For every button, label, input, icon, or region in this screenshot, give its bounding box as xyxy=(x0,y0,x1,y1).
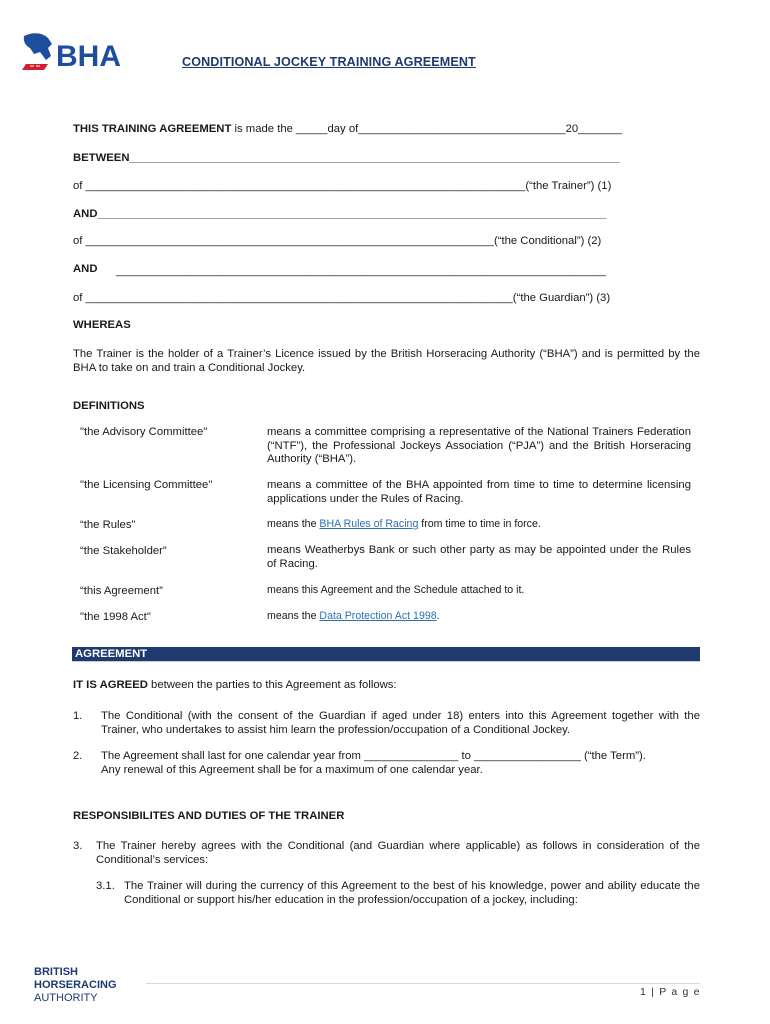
horse-head-icon xyxy=(24,33,52,60)
logo-text: BHA xyxy=(56,40,121,73)
definition-meaning: means a committee comprising a representative of the National Trainers Federation (“NTF”), the Professional Jockeys Association (“PJA”) and the British Horseracing Authority (“BHA”). xyxy=(267,426,691,466)
agreement-date-line xyxy=(73,123,622,135)
footer-divider xyxy=(146,983,700,984)
svg-text:AUTHORITY: AUTHORITY xyxy=(34,992,98,1004)
conditional-line: of _________________________________________________________________(“the Conditional”) (2) xyxy=(73,235,602,247)
clause-number: 3.1. xyxy=(96,880,115,892)
svg-text:HORSERACING: HORSERACING xyxy=(34,979,117,991)
clause-number: 3. xyxy=(73,840,83,852)
agreement-name: THIS TRAINING AGREEMENT xyxy=(73,123,232,135)
clause-number: 1. xyxy=(73,710,83,722)
definitions-heading: DEFINITIONS xyxy=(73,400,145,412)
document-title: CONDITIONAL JOCKEY TRAINING AGREEMENT xyxy=(182,55,476,69)
page-number xyxy=(640,986,701,998)
trainer-line: of ______________________________________________________________________(“the Trainer”) (1) xyxy=(73,180,612,192)
british-horseracing-authority-logo xyxy=(34,964,134,1004)
definition-text: means the xyxy=(267,610,320,622)
definition-meaning xyxy=(267,610,440,622)
clause-2-line-2: Any renewal of this Agreement shall be for a maximum of one calendar year. xyxy=(101,764,483,776)
whereas-text: The Trainer is the holder of a Trainer’s Licence issued by the British Horseracing Authority (“BHA”) and is permitted by the BHA to take on and train a Conditional Jockey. xyxy=(73,348,700,374)
and-label-2: AND xyxy=(73,263,98,275)
bha-rules-link[interactable]: BHA Rules of Racing xyxy=(319,518,419,530)
it-is-agreed: IT IS AGREED xyxy=(73,679,148,691)
and-line-1: AND_________________________________________________________________________________ xyxy=(73,208,607,220)
agreement-section-label: AGREEMENT xyxy=(75,648,148,660)
definition-meaning: means Weatherbys Bank or such other party as may be appointed under the Rules of Racing. xyxy=(267,544,691,570)
definition-text: from time to time in force. xyxy=(418,518,541,530)
bha-logo xyxy=(18,30,136,78)
svg-text:BRITISH: BRITISH xyxy=(34,966,78,978)
whereas-heading: WHEREAS xyxy=(73,319,131,331)
definition-term: “the Rules” xyxy=(80,519,136,531)
definition-meaning xyxy=(267,518,541,530)
clause-3-text: The Trainer hereby agrees with the Conditional (and Guardian where applicable) as follows in consideration of the Conditional’s services: xyxy=(96,840,700,866)
definition-term: “the Stakeholder” xyxy=(80,545,167,557)
definition-term: "the Advisory Committee" xyxy=(80,426,208,438)
definition-meaning: means this Agreement and the Schedule attached to it. xyxy=(267,584,525,596)
clause-2-line-1: The Agreement shall last for one calendar year from _______________ to _________________ (“the Term”). xyxy=(101,750,646,762)
page-number-value: 1 xyxy=(640,986,648,998)
definition-text: . xyxy=(436,610,440,622)
clause-number: 2. xyxy=(73,750,83,762)
definition-term: "the 1998 Act" xyxy=(80,611,151,623)
responsibilities-heading: RESPONSIBILITES AND DUTIES OF THE TRAINER xyxy=(73,810,345,822)
agreement-intro-text: between the parties to this Agreement as follows: xyxy=(147,679,397,691)
definition-text: means the xyxy=(267,518,320,530)
definition-term: “this Agreement” xyxy=(80,585,163,597)
agreement-intro xyxy=(73,679,397,691)
between-line: BETWEEN______________________________________________________________________________ xyxy=(73,152,620,164)
guardian-line: of ____________________________________________________________________(“the Guardian”) (3) xyxy=(73,292,611,304)
data-protection-act-link[interactable]: Data Protection Act 1998 xyxy=(319,610,437,622)
definition-meaning: means a committee of the BHA appointed from time to time to determine licensing applications under the Rules of Racing. xyxy=(267,479,691,505)
clause-3-1-text: The Trainer will during the currency of this Agreement to the best of his knowledge, power and ability educate the Conditional or support his/her education in the profession/occupation of a jockey, including: xyxy=(124,880,700,906)
agreement-date-text: is made the _____day of_________________________________20_______ xyxy=(231,123,623,135)
agreement-section-bar xyxy=(72,647,700,662)
page-label: | P a g e xyxy=(647,986,701,998)
and-line-2: ______________________________________________________________________________ xyxy=(116,265,607,277)
clause-1-text: The Conditional (with the consent of the Guardian if aged under 18) enters into this Agreement together with the Trainer, who undertakes to assist him learn the profession/occupation of a Conditional Jockey. xyxy=(101,710,700,736)
definition-term: "the Licensing Committee" xyxy=(80,479,213,491)
